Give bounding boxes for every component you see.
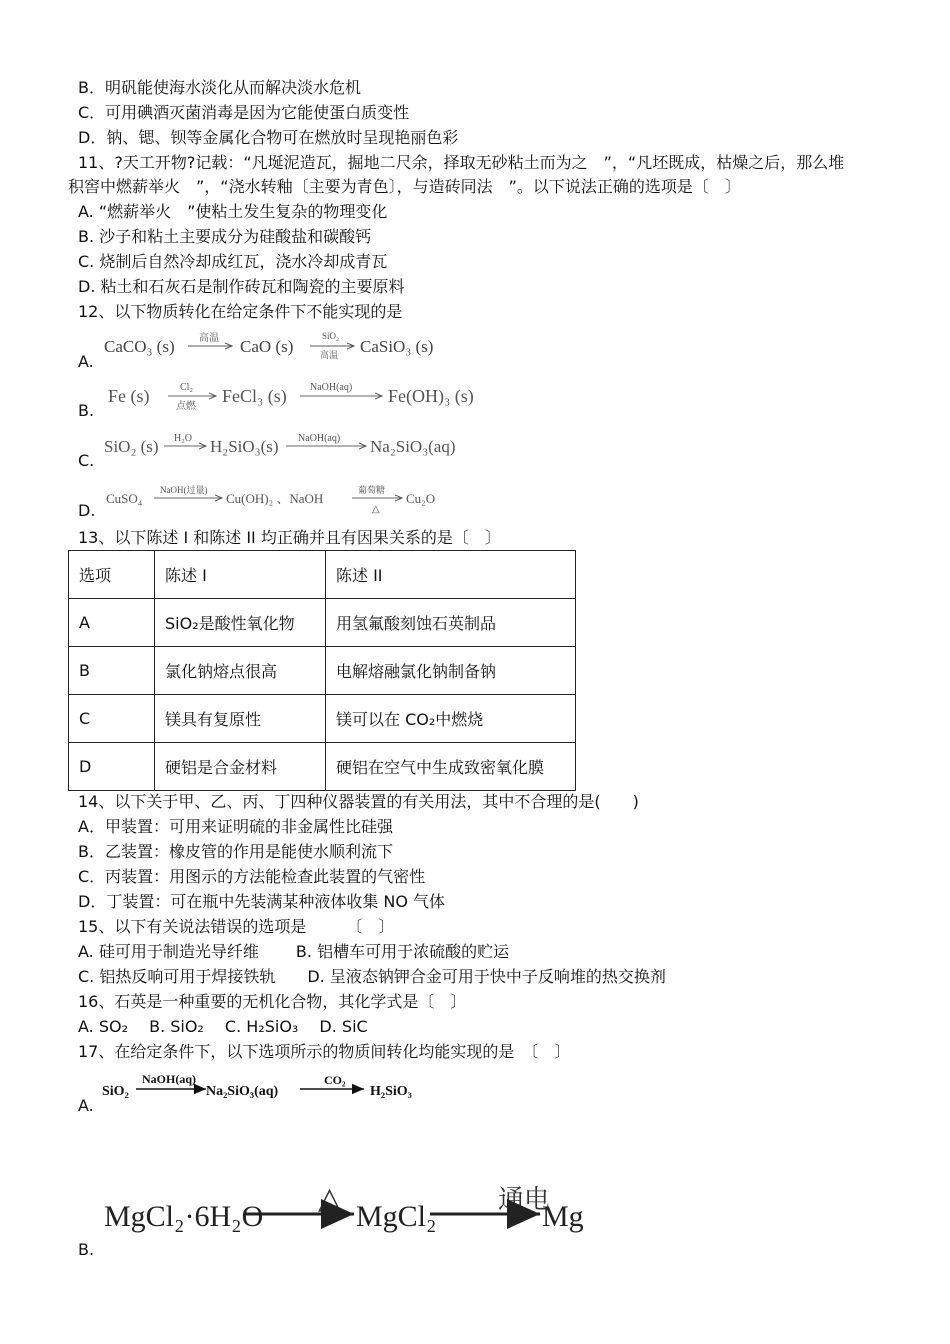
q17b-condition-2: 通电 [498,1185,551,1214]
q16-stem: 16、石英是一种重要的无机化合物，其化学式是〔 〕 [78,992,467,1011]
q12b-condition-2: NaOH(aq) [310,382,353,393]
q11-option-b: B. 沙子和粘土主要成分为硅酸盐和碳酸钙 [78,227,372,246]
q17-reaction-a [100,1070,440,1104]
q12b-intermediate: FeCl₃ (s) [222,386,287,406]
q17-label-a: A. [78,1096,94,1115]
q17a-condition-2: CO₂ [324,1073,346,1087]
q17a-product: H₂SiO₃ [370,1084,412,1099]
q15-stem: 15、以下有关说法错误的选项是 〔 〕 [78,917,395,936]
q17-label-b: B. [78,1240,95,1259]
table-row [69,647,576,695]
table-row [69,695,576,743]
q12c-condition-1: H₂O [174,433,192,444]
q12d-product: Cu₂O [406,491,436,506]
q10-option-d: D．钠、锶、钡等金属化合物可在燃放时呈现艳丽色彩 [78,128,459,147]
q12a-intermediate: CaO (s) [240,337,294,356]
q17b-condition-1: △ [318,1182,342,1215]
q17a-condition-1: NaOH(aq) [142,1072,196,1086]
q17b-intermediate: MgCl₂ [356,1200,437,1233]
q13-header-statement-2: 陈述 II [326,551,576,599]
q10-option-b: B．明矾能使海水淡化从而解决淡水危机 [78,78,361,97]
q12-label-b: B. [78,401,95,420]
q12-reaction-a [100,330,460,366]
q12b-reactant: Fe (s) [108,386,150,406]
q13-cell-statement-2: 用氢氟酸刻蚀石英制品 [326,599,576,647]
q12c-condition-2: NaOH(aq) [298,433,341,444]
q13-header-option: 选项 [69,551,155,599]
q12d-intermediate: Cu(OH)₂ 、NaOH [226,491,324,506]
q13-cell-statement-2: 硬铝在空气中生成致密氧化膜 [326,743,576,791]
q13-table [68,550,576,791]
q12d-condition-2a: 葡萄糖 [358,485,386,495]
q13-cell-statement-1: SiO₂是酸性氧化物 [155,599,326,647]
q17-reaction-b [100,1178,590,1238]
q12-label-d: D. [78,501,96,520]
q13-stem: 13、以下陈述 I 和陈述 II 均正确并且有因果关系的是〔 〕 [78,528,501,547]
q14-option-b: B．乙装置：橡皮管的作用是能使水顺利流下 [78,842,393,861]
q17a-intermediate: Na₂SiO₃(aq) [206,1084,279,1099]
q11-stem-line1: 11、?天工开物?记载：“凡埏泥造瓦，掘地二尺余，择取无砂粘土而为之 ”，“凡坯既成，枯燥之后，那么堆 [78,153,845,172]
q17a-reactant: SiO₂ [102,1084,129,1099]
q13-cell-statement-1: 氯化钠熔点很高 [155,647,326,695]
q13-cell-option: D [69,743,155,791]
q13-cell-option: C [69,695,155,743]
q13-header-row [69,551,576,599]
q15-options-row2: C. 铝热反响可用于焊接铁轨 D. 呈液态钠钾合金可用于快中子反响堆的热交换剂 [78,967,666,986]
q12a-condition-1: 高温 [199,333,219,344]
q13-cell-statement-1: 镁具有复原性 [155,695,326,743]
q11-option-c: C. 烧制后自然冷却成红瓦，浇水冷却成青瓦 [78,252,388,271]
q17b-product: Mg [542,1200,584,1233]
q11-option-a: A. “燃薪举火 ”使粘土发生复杂的物理变化 [78,202,388,221]
q12c-reactant: SiO₂ (s) [104,437,159,456]
q17-stem: 17、在给定条件下，以下选项所示的物质间转化均能实现的是 〔 〕 [78,1042,571,1061]
q12a-condition-2a: SiO₂ [322,331,340,341]
q12-label-a: A. [78,352,94,371]
q12-reaction-b [104,378,504,416]
q10-option-c: C．可用碘酒灭菌消毒是因为它能使蛋白质变性 [78,103,410,122]
q12-reaction-c [100,428,480,464]
q14-stem: 14、以下关于甲、乙、丙、丁四种仪器装置的有关用法，其中不合理的是( ) [78,792,639,811]
q15-options-row1: A. 硅可用于制造光导纤维 B. 铝槽车可用于浓硫酸的贮运 [78,942,510,961]
q16-options: A. SO₂ B. SiO₂ C. H₂SiO₃ D. SiC [78,1017,368,1036]
q12-stem: 12、以下物质转化在给定条件下不能实现的是 [78,302,403,321]
table-row [69,599,576,647]
q13-cell-option: A [69,599,155,647]
q12-label-c: C. [78,451,95,470]
q12c-product: Na₂SiO₃(aq) [370,437,456,456]
q13-cell-statement-2: 电解熔融氯化钠制备钠 [326,647,576,695]
q13-cell-option: B [69,647,155,695]
q12a-condition-2b: 高温 [320,350,339,360]
q14-option-c: C．丙装置：用图示的方法能检查此装置的气密性 [78,867,426,886]
q13-cell-statement-2: 镁可以在 CO₂中燃烧 [326,695,576,743]
q13-header-statement-1: 陈述 I [155,551,326,599]
q11-option-d: D. 粘土和石灰石是制作砖瓦和陶瓷的主要原料 [78,277,405,296]
q12a-reactant: CaCO₃ (s) [104,337,175,356]
q14-option-d: D．丁装置：可在瓶中先装满某种液体收集 NO 气体 [78,892,446,911]
q13-cell-statement-1: 硬铝是合金材料 [155,743,326,791]
q12b-condition-1b: 点燃 [176,401,196,412]
table-row [69,743,576,791]
q12d-condition-1: NaOH(过量) [160,485,208,495]
q12c-intermediate: H₂SiO₃(s) [210,437,279,456]
q12d-condition-2b: △ [372,504,380,515]
q17b-reactant: MgCl₂·6H₂O [104,1200,264,1233]
q12d-reactant: CuSO₄ [106,491,143,506]
q12b-product: Fe(OH)₃ (s) [388,386,474,406]
q14-option-a: A．甲装置：可用来证明硫的非金属性比硅强 [78,817,393,836]
q12-reaction-d [102,482,462,518]
q11-stem-line2: 积窖中燃薪举火 ”，“浇水转釉〔主要为青色〕，与造砖同法 ”。以下说法正确的选项是〔 〕 [68,177,741,196]
q12a-product: CaSiO₃ (s) [360,337,434,356]
q12b-condition-1a: Cl₂ [180,382,193,393]
